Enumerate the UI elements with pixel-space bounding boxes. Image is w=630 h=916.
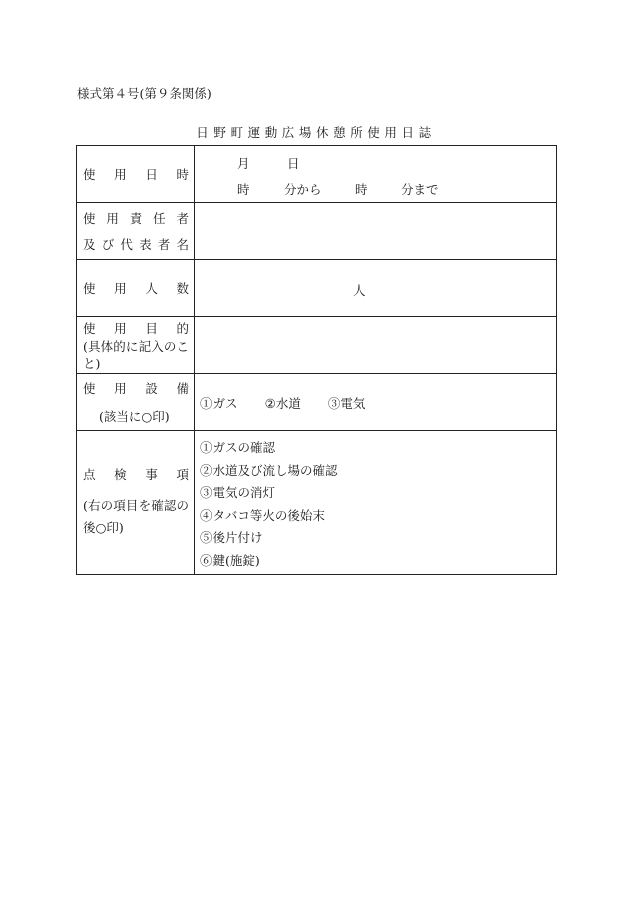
usage-purpose-field[interactable] <box>195 317 557 374</box>
label-attendee-count <box>77 279 194 297</box>
inspect-item-cleanup[interactable]: ⑤後片付け <box>200 530 263 546</box>
label-char: 使 <box>83 281 96 296</box>
person-unit-label: 人 <box>353 283 366 298</box>
label-char: び <box>101 237 115 252</box>
row-usage-datetime <box>77 146 557 203</box>
label-equipment-note: (該当に○印) <box>99 409 170 424</box>
inspection-items-field <box>195 431 557 575</box>
label-char: 目 <box>145 320 158 336</box>
usage-datetime-field[interactable] <box>195 146 557 203</box>
label-char: 点 <box>83 467 96 483</box>
label-char: 数 <box>176 281 189 296</box>
label-char: 的 <box>176 320 189 336</box>
label-char: 項 <box>176 467 189 483</box>
label-equipment <box>77 379 194 397</box>
option-gas[interactable]: ①ガス <box>200 395 238 411</box>
label-responsible-line2 <box>77 235 194 253</box>
responsible-person-field[interactable] <box>195 203 557 260</box>
day-label: 日 <box>287 156 300 171</box>
label-usage-purpose <box>77 319 194 337</box>
hour-from-label: 時 <box>237 182 250 197</box>
label-char: 使 <box>83 211 96 226</box>
inspect-item-gas[interactable]: ①ガスの確認 <box>200 440 276 455</box>
label-char: 使 <box>83 320 96 336</box>
label-char: 用 <box>114 167 127 182</box>
hour-to-label: 時 <box>355 182 368 197</box>
label-char: 用 <box>106 211 119 226</box>
attendee-count-field[interactable] <box>195 260 557 317</box>
inspect-item-water[interactable]: ②水道及び流し場の確認 <box>200 462 338 478</box>
equipment-field[interactable] <box>195 374 557 431</box>
inspect-item-lights[interactable]: ③電気の消灯 <box>200 485 276 501</box>
label-inspection-note: (右の項目を確認の後○印) <box>83 498 189 536</box>
label-char: 表 <box>139 237 152 252</box>
label-char: 備 <box>176 381 189 396</box>
row-attendee-count <box>77 260 557 317</box>
label-char: 名 <box>176 237 189 252</box>
label-char: 及 <box>83 237 96 252</box>
label-char: 用 <box>114 281 127 296</box>
label-char: 任 <box>153 211 166 226</box>
label-char: 者 <box>176 211 189 226</box>
row-inspection <box>77 431 557 575</box>
form-number: 様式第４号(第９条関係) <box>77 86 212 101</box>
minute-from-label: 分から <box>284 182 322 197</box>
option-water[interactable]: ②水道 <box>264 395 301 411</box>
row-responsible-person <box>77 203 557 260</box>
inspect-item-lock[interactable]: ⑥鍵(施錠) <box>200 552 260 568</box>
minute-to-label: 分まで <box>401 182 439 197</box>
label-char: 人 <box>145 281 158 296</box>
label-responsible-line1 <box>77 209 194 227</box>
option-electricity[interactable]: ③電気 <box>327 395 366 411</box>
label-char: 代 <box>120 237 133 252</box>
label-usage-purpose-note: (具体的に記入のこと) <box>83 338 189 371</box>
label-char: 使 <box>83 381 96 396</box>
usage-log-table <box>76 145 557 575</box>
label-inspection <box>77 465 194 483</box>
label-char: 責 <box>129 211 143 226</box>
label-char: 用 <box>114 381 127 396</box>
label-char: 検 <box>114 467 127 483</box>
document-title: 日野町運動広場休憩所使用日誌 <box>196 125 436 140</box>
label-char: 事 <box>145 467 158 483</box>
label-usage-datetime <box>77 165 194 183</box>
label-char: 者 <box>157 237 171 252</box>
label-char: 用 <box>114 320 127 336</box>
month-label: 月 <box>237 156 250 171</box>
row-equipment <box>77 374 557 431</box>
label-char: 日 <box>145 167 158 182</box>
label-char: 使 <box>83 167 96 182</box>
label-char: 時 <box>176 167 189 182</box>
row-usage-purpose <box>77 317 557 374</box>
label-char: 設 <box>145 381 158 396</box>
inspect-item-fire[interactable]: ④タバコ等火の後始末 <box>200 507 325 523</box>
